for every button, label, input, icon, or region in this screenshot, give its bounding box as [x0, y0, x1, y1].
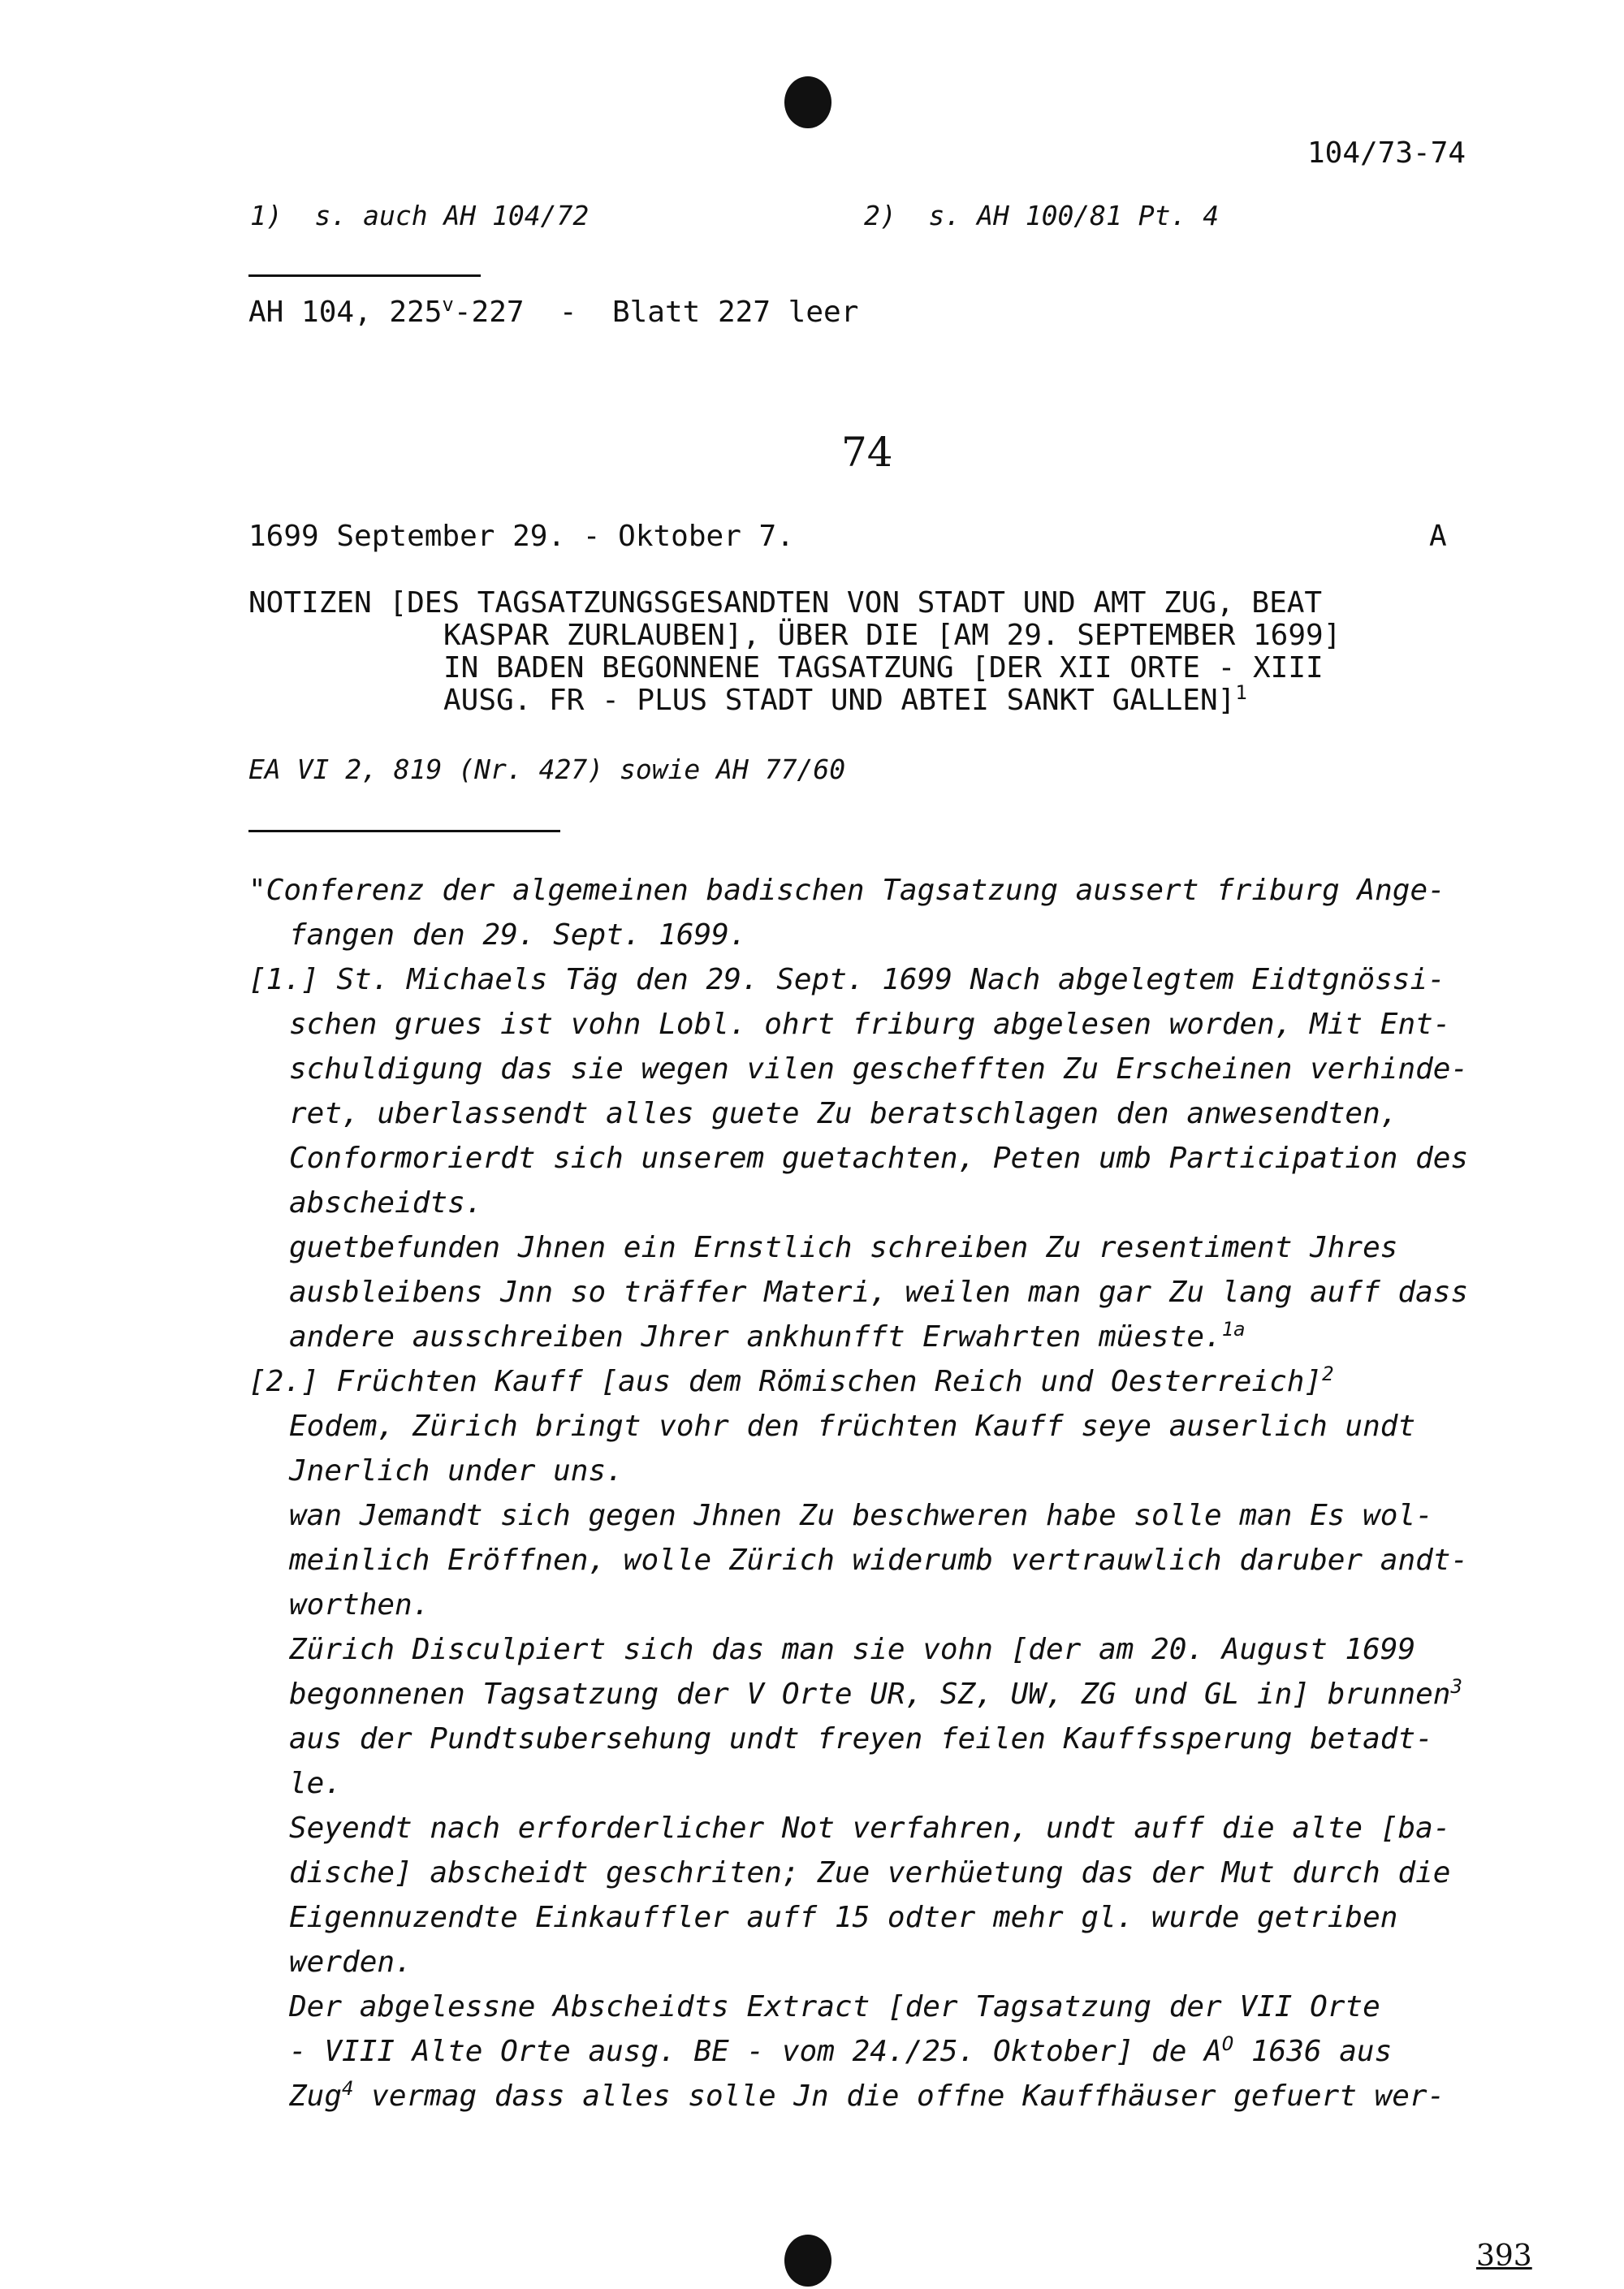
- handwritten-page-mark: 393: [1476, 2239, 1532, 2273]
- body-line: werden.: [289, 1946, 412, 1979]
- page-reference: 104/73-74: [1307, 136, 1466, 170]
- reference-rule: [248, 830, 560, 832]
- document-marker: A: [1429, 520, 1447, 553]
- punch-hole-bottom: [784, 2235, 831, 2287]
- body-line: [2.] Früchten Kauff [aus dem Römischen Reich und Oesterreich]$^2$: [248, 1363, 1334, 1398]
- body-line: Eigennuzendte Einkauffler auff 15 odter mehr gl. wurde getriben: [289, 1901, 1398, 1934]
- body-line: Der abgelessne Abscheidts Extract [der Tagsatzung der VII Orte: [289, 1990, 1380, 2023]
- body-line: aus der Pundtsubersehung undt freyen feilen Kauffssperung betadt-: [289, 1722, 1433, 1756]
- footnote-rule: [248, 274, 481, 277]
- source-line: AH 104, 225$^v$-227 - Blatt 227 leer: [248, 293, 859, 329]
- title-line-2: KASPAR ZURLAUBEN], ÜBER DIE [AM 29. SEPTEMBER 1699]: [443, 619, 1341, 652]
- body-line: Eodem, Zürich bringt vohr den früchten Kauff seye auserlich undt: [289, 1410, 1416, 1443]
- title-line-3: IN BADEN BEGONNENE TAGSATZUNG [DER XII ORTE - XIII: [443, 651, 1324, 685]
- body-line: begonnenen Tagsatzung der V Orte UR, SZ, UW, ZG und GL in] brunnen$^3$: [289, 1675, 1462, 1711]
- body-line: le.: [289, 1767, 343, 1800]
- footnote-2: 2) s. AH 100/81 Pt. 4: [864, 200, 1220, 231]
- body-line: Zug$^4$ vermag dass alles solle Jn die offne Kauffhäuser gefuert wer-: [289, 2077, 1445, 2113]
- body-line: andere ausschreiben Jhrer ankhunfft Erwahrten müeste.$^{1a}$: [289, 1318, 1246, 1354]
- body-line: fangen den 29. Sept. 1699.: [289, 918, 747, 952]
- document-number: 74: [841, 429, 893, 476]
- body-line: meinlich Eröffnen, wolle Zürich widerumb vertrauwlich daruber andt-: [289, 1544, 1469, 1577]
- body-line: schen grues ist vohn Lobl. ohrt friburg abgelesen worden, Mit Ent-: [289, 1008, 1451, 1041]
- body-line: "Conferenz der algemeinen badischen Tagsatzung aussert friburg Ange-: [248, 874, 1445, 907]
- body-line: ret, uberlassendt alles guete Zu beratschlagen den anwesendten,: [289, 1097, 1398, 1130]
- body-line: Seyendt nach erforderlicher Not verfahren, undt auff die alte [ba-: [289, 1812, 1451, 1845]
- body-line: Zürich Disculpiert sich das man sie vohn [der am 20. August 1699: [289, 1633, 1416, 1666]
- title-line-1: NOTIZEN [DES TAGSATZUNGSGESANDTEN VON STADT UND AMT ZUG, BEAT: [248, 586, 1323, 620]
- body-line: Conformorierdt sich unserem guetachten, Peten umb Participation des: [289, 1142, 1469, 1175]
- body-line: schuldigung das sie wegen vilen geschefften Zu Erscheinen verhinde-: [289, 1052, 1469, 1086]
- body-line: worthen.: [289, 1588, 430, 1622]
- body-line: dische] abscheidt geschriten; Zue verhüetung das der Mut durch die: [289, 1856, 1451, 1890]
- body-line: ausbleibens Jnn so träffer Materi, weilen man gar Zu lang auff dass: [289, 1276, 1469, 1309]
- body-line: abscheidts.: [289, 1186, 483, 1220]
- body-line: - VIII Alte Orte ausg. BE - vom 24./25. Oktober] de $A^O$ 1636 aus: [289, 2032, 1393, 2068]
- body-line: Jnerlich under uns.: [289, 1454, 624, 1488]
- edition-reference: EA VI 2, 819 (Nr. 427) sowie AH 77/60: [248, 754, 846, 785]
- footnote-1: 1) s. auch AH 104/72: [250, 200, 590, 231]
- body-line: wan Jemandt sich gegen Jhnen Zu beschweren habe solle man Es wol-: [289, 1499, 1433, 1532]
- body-line: guetbefunden Jhnen ein Ernstlich schreiben Zu resentiment Jhres: [289, 1231, 1398, 1264]
- punch-hole-top: [784, 76, 831, 128]
- document-date: 1699 September 29. - Oktober 7.: [248, 520, 794, 553]
- body-line: [1.] St. Michaels Täg den 29. Sept. 1699 Nach abgelegtem Eidtgnössi-: [248, 963, 1445, 996]
- title-line-4: AUSG. FR - PLUS STADT UND ABTEI SANKT GALLEN]$^1$: [443, 681, 1247, 717]
